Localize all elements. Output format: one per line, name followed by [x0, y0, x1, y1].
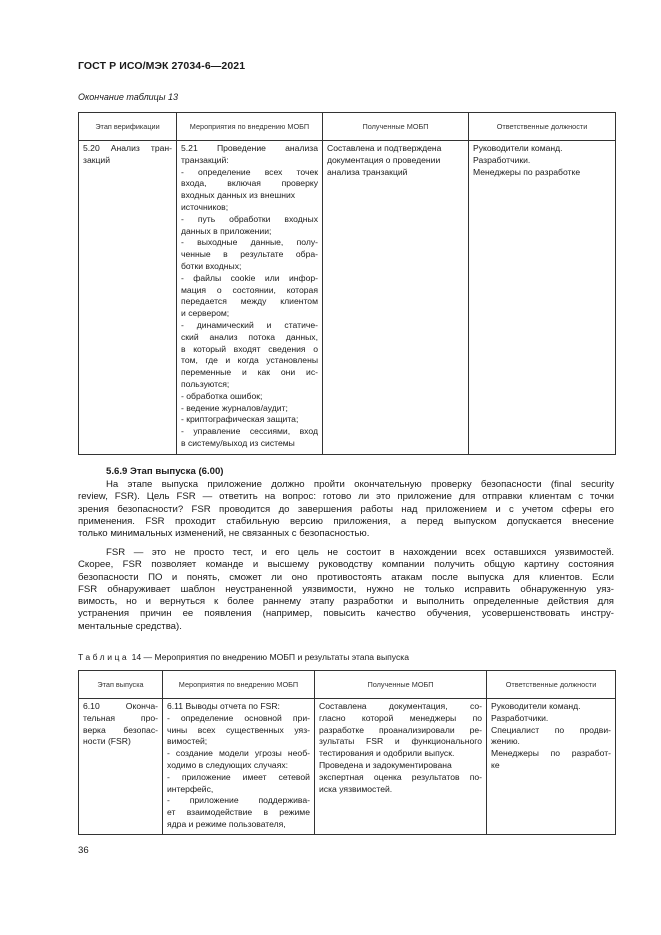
- section-title: 5.6.9 Этап выпуска (6.00): [106, 466, 224, 477]
- table14-results-cell: [315, 699, 487, 835]
- text-line: FSR — это не просто тест, и его цель не состоит в нахождении всех оставшихся уязвимостей.: [106, 547, 614, 558]
- table13-header-results: Полученные МОБП: [323, 113, 469, 141]
- text-line: безопасности ПО и понять, сможет ли оно противостоять атакам после выпуска для клиентов. Если: [78, 571, 614, 583]
- text-line: - создание модели угрозы необ-: [167, 748, 310, 759]
- text-line: вимость, но и вернуться к более раннему этапу разработки и выполнить определенные действия для: [78, 596, 614, 608]
- text-line: Менеджеры по разработке: [473, 166, 581, 177]
- text-line: в который входят сведения о: [181, 343, 318, 354]
- text-line: - файлы cookie или инфор-: [181, 272, 318, 283]
- text-line: пользуются;: [181, 378, 230, 389]
- text-line: чины всех существенных уяз-: [167, 724, 310, 735]
- text-line: Специалист по продви-: [491, 724, 611, 735]
- table14-header-results: Полученные МОБП: [315, 671, 487, 699]
- text-line: жению.: [491, 736, 520, 747]
- text-line: 5.20 Анализ тран-: [83, 143, 172, 153]
- table14-roles-cell: [487, 699, 616, 835]
- table13-roles-cell: [469, 141, 616, 455]
- text-line: анализа транзакций: [327, 166, 408, 177]
- table14-header-roles: Ответственные должности: [487, 671, 616, 699]
- table13-header-stage: Этап верификации: [79, 113, 177, 141]
- text-line: иска уязвимостей.: [319, 783, 393, 794]
- table14: [78, 670, 616, 835]
- text-line: - криптографическая защита;: [181, 414, 299, 425]
- text-line: - приложение имеет сетевой: [167, 771, 310, 782]
- table13-stage-cell: [79, 141, 177, 455]
- text-line: Руководители команд.: [491, 701, 581, 711]
- text-line: закций: [83, 154, 111, 165]
- text-line: зультаты FSR и функционального: [319, 736, 482, 747]
- text-line: - обработка ошибок;: [181, 390, 263, 401]
- text-line: транзакций:: [181, 154, 229, 165]
- table14-header-stage: Этап выпуска: [79, 671, 163, 699]
- table13-header-roles: Ответственные должности: [469, 113, 616, 141]
- text-line: входа, включая проверку: [181, 178, 318, 189]
- table14-caption: [78, 652, 409, 662]
- text-line: Проведена и задокументирована: [319, 759, 452, 770]
- text-line: Скорее, FSR позволяет команде и высшему руководству компании получить общую картину состояния: [78, 559, 614, 571]
- text-line: передается между клиентом: [181, 296, 318, 307]
- text-line: Разработчики.: [473, 154, 531, 165]
- text-line: 6.10 Оконча-: [83, 701, 158, 711]
- text-line: На этапе выпуска приложение должно пройти окончательную проверку безопасности (final security: [106, 479, 614, 490]
- text-line: - выходные данные, полу-: [181, 237, 318, 248]
- text-line: переменные и как они ис-: [181, 367, 318, 378]
- text-line: - ведение журналов/аудит;: [181, 402, 288, 413]
- text-line: данных в приложении;: [181, 225, 272, 236]
- text-line: гласно которой менеджеры по: [319, 712, 482, 723]
- text-line: 5.21 Проведение анализа: [181, 143, 318, 153]
- text-line: и сервером;: [181, 308, 230, 319]
- text-line: документация о проведении: [327, 154, 441, 165]
- text-line: ментальные средства).: [78, 620, 182, 632]
- text-line: - определение всех точек: [181, 166, 318, 177]
- text-line: ходимо в следующих случаях:: [167, 759, 289, 770]
- text-line: - управление сессиями, вход: [181, 426, 318, 437]
- text-line: интерфейс,: [167, 783, 214, 794]
- text-line: входных данных из внешних: [181, 190, 296, 201]
- text-line: ядра и режиме пользователя,: [167, 818, 286, 829]
- paragraph-1: [78, 479, 614, 540]
- text-line: только минимальных изменений, не связанных с безопасностью.: [78, 528, 370, 540]
- text-line: Менеджеры по разработ-: [491, 748, 611, 759]
- text-line: Разработчики.: [491, 712, 549, 723]
- text-line: экспертная оценка результатов по-: [319, 771, 482, 782]
- text-line: ский анализ потока данных,: [181, 331, 318, 342]
- document-header: ГОСТ Р ИСО/МЭК 27034-6—2021: [78, 60, 246, 72]
- text-line: ке: [491, 759, 500, 770]
- text-line: вимостей;: [167, 736, 208, 747]
- text-line: ботки входных;: [181, 260, 242, 271]
- text-line: применения. FSR проходит стабильную версию приложения, а перед выпуском допускается внесение: [78, 515, 614, 527]
- table13-results-cell: [323, 141, 469, 455]
- text-line: ет взаимодействие в режиме: [167, 807, 310, 818]
- table13-activities-cell: [177, 141, 323, 455]
- table14-caption-text: 14 — Мероприятия по внедрению МОБП и результаты этапа выпуска: [131, 652, 410, 662]
- table14-caption-prefix: Таблица: [78, 652, 130, 662]
- table14-activities-cell: [163, 699, 315, 835]
- table13: [78, 112, 616, 455]
- text-line: тестирования и одобрили выпуск.: [319, 748, 455, 759]
- text-line: Составлена документация, со-: [319, 701, 482, 711]
- text-line: источников;: [181, 201, 229, 212]
- text-line: зрения безопасности? FSR проводится до завершения работы над приложением и с учетом сферы его: [78, 503, 614, 515]
- text-line: Составлена и подтверждена: [327, 143, 442, 153]
- text-line: - приложение поддержива-: [167, 795, 310, 806]
- text-line: мация о состоянии, которая: [181, 284, 318, 295]
- text-line: устранения причин ее появления (например, повысить качество обучения, усовершенствовать инстру-: [78, 608, 614, 620]
- text-line: верка безопас-: [83, 724, 158, 735]
- text-line: ности (FSR): [83, 736, 131, 747]
- text-line: том, где и когда установлены: [181, 355, 318, 366]
- text-line: - динамический и статиче-: [181, 319, 318, 330]
- table13-caption: Окончание таблицы 13: [78, 92, 178, 102]
- text-line: review, FSR). Цель FSR — ответить на вопрос: готово ли это приложение для отправки клиентам с точки: [78, 491, 614, 503]
- text-line: FSR обнаруживает шаблон неустраненной уязвимости, нужно не только исправить обнаруженную уяз-: [78, 583, 614, 595]
- text-line: Руководители команд.: [473, 143, 563, 153]
- text-line: ченные в результате обра-: [181, 249, 318, 260]
- text-line: разработке проанализировали ре-: [319, 724, 482, 735]
- table13-header-activities: Мероприятия по внедрению МОБП: [177, 113, 323, 141]
- table14-stage-cell: [79, 699, 163, 835]
- text-line: 6.11 Выводы отчета по FSR:: [167, 701, 280, 711]
- text-line: - путь обработки входных: [181, 213, 318, 224]
- text-line: - определение основной при-: [167, 712, 310, 723]
- text-line: в систему/выход из системы: [181, 437, 295, 448]
- page-number: 36: [78, 845, 89, 856]
- paragraph-2: [78, 547, 614, 633]
- table14-header-activities: Мероприятия по внедрению МОБП: [163, 671, 315, 699]
- text-line: тельная про-: [83, 712, 158, 723]
